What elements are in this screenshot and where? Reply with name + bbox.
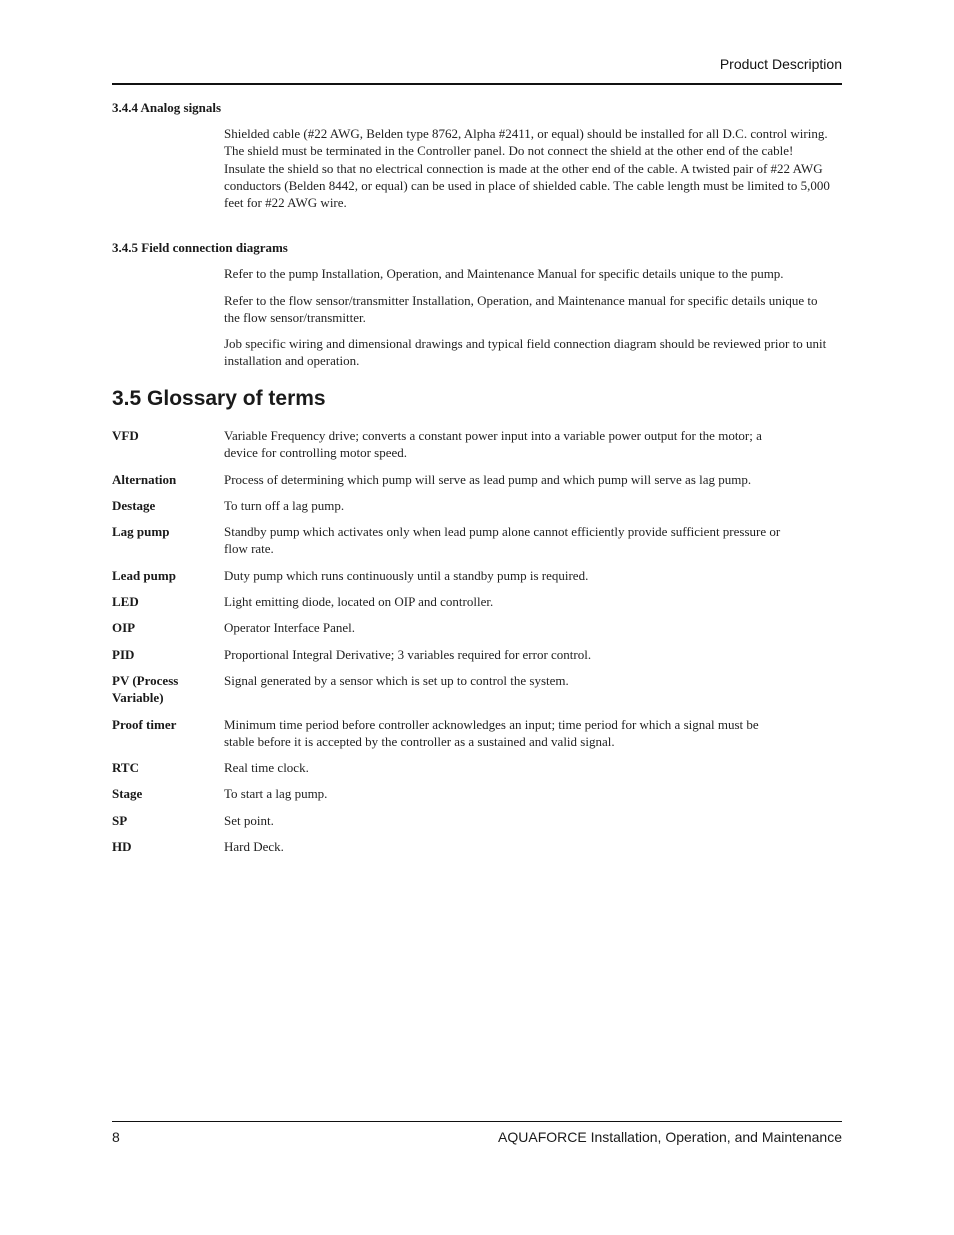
glossary-entry bbox=[112, 672, 842, 707]
glossary-definition: Light emitting diode, located on OIP and controller. bbox=[224, 594, 494, 610]
glossary-entry bbox=[112, 593, 842, 610]
glossary-definition: Proportional Integral Derivative; 3 variables required for error control. bbox=[224, 646, 592, 662]
glossary-term: PV (Process Variable) bbox=[112, 672, 179, 706]
glossary-entry bbox=[112, 523, 842, 558]
glossary-definition: Standby pump which activates only when lead pump alone cannot efficiently provide sufficient pressure or flow rate. bbox=[224, 524, 781, 557]
glossary-term: Lead pump bbox=[112, 567, 176, 583]
analog-signals-paragraph: Shielded cable (#22 AWG, Belden type 8762, Alpha #2411, or equal) should be installed for all D.C. control wiring. The shield must be terminated in the Controller panel. Do not connect the shield at the other end of the cable! Insulate the shield so that no electrical connection is made at the other end of the cable. A twisted pair of #22 AWG conductors (Belden 8442, or equal) can be used in place of shielded cable. The cable length must be limited to 5,000 feet for #22 AWG wire. bbox=[224, 126, 830, 211]
analog-signals-heading: 3.4.4 Analog signals bbox=[112, 100, 222, 115]
glossary-entry bbox=[112, 497, 842, 514]
glossary-definition: Hard Deck. bbox=[224, 839, 284, 855]
glossary-term: RTC bbox=[112, 760, 139, 776]
glossary-heading: 3.5 Glossary of terms bbox=[112, 387, 326, 410]
glossary-term: HD bbox=[112, 839, 132, 855]
glossary-term: Stage bbox=[112, 786, 143, 802]
glossary-entry bbox=[112, 646, 842, 663]
glossary-term: Proof timer bbox=[112, 716, 177, 732]
glossary-term: Alternation bbox=[112, 471, 177, 487]
glossary-definition: Variable Frequency drive; converts a constant power input into a variable power output for the motor; a device for controlling motor speed. bbox=[224, 428, 762, 461]
glossary-list bbox=[112, 427, 842, 864]
glossary-term: SP bbox=[112, 812, 128, 828]
glossary-entry bbox=[112, 427, 842, 462]
glossary-term: OIP bbox=[112, 620, 136, 636]
glossary-entry bbox=[112, 759, 842, 776]
running-header: Product Description bbox=[719, 56, 842, 72]
glossary-definition: Signal generated by a sensor which is set up to control the system. bbox=[224, 672, 569, 688]
glossary-entry bbox=[112, 567, 842, 584]
glossary-entry bbox=[112, 785, 842, 802]
glossary-definition: To start a lag pump. bbox=[224, 786, 328, 802]
glossary-term: PID bbox=[112, 646, 135, 662]
footer-rule bbox=[112, 1121, 842, 1122]
page-number: 8 bbox=[112, 1129, 120, 1145]
footer-document-title: AQUAFORCE Installation, Operation, and Maintenance bbox=[498, 1129, 842, 1145]
glossary-term: VFD bbox=[112, 428, 139, 443]
glossary-entry bbox=[112, 619, 842, 636]
glossary-entry bbox=[112, 716, 842, 751]
field-connection-heading: 3.4.5 Field connection diagrams bbox=[112, 240, 288, 255]
glossary-definition: To turn off a lag pump. bbox=[224, 497, 345, 513]
header-rule bbox=[112, 83, 842, 85]
glossary-definition: Duty pump which runs continuously until a standby pump is required. bbox=[224, 567, 589, 583]
glossary-definition: Set point. bbox=[224, 812, 274, 828]
field-connection-paragraph-3: Job specific wiring and dimensional drawings and typical field connection diagram should be reviewed prior to unit installation and operation. bbox=[224, 336, 827, 369]
glossary-definition: Minimum time period before controller acknowledges an input; time period for which a signal must be stable before it is accepted by the controller as a sustained and valid signal. bbox=[224, 716, 759, 749]
glossary-term: Lag pump bbox=[112, 524, 170, 540]
glossary-definition: Process of determining which pump will serve as lead pump and which pump will serve as lag pump. bbox=[224, 471, 752, 487]
glossary-entry bbox=[112, 812, 842, 829]
glossary-entry bbox=[112, 838, 842, 855]
field-connection-paragraph-2: Refer to the flow sensor/transmitter Installation, Operation, and Maintenance manual for specific details unique to the flow sensor/transmitter. bbox=[224, 293, 818, 326]
glossary-term: Destage bbox=[112, 497, 156, 513]
glossary-definition: Real time clock. bbox=[224, 760, 309, 776]
field-connection-paragraph-1: Refer to the pump Installation, Operation, and Maintenance Manual for specific details unique to the pump. bbox=[224, 266, 784, 281]
glossary-definition: Operator Interface Panel. bbox=[224, 620, 356, 636]
glossary-entry bbox=[112, 471, 842, 488]
glossary-term: LED bbox=[112, 594, 139, 610]
